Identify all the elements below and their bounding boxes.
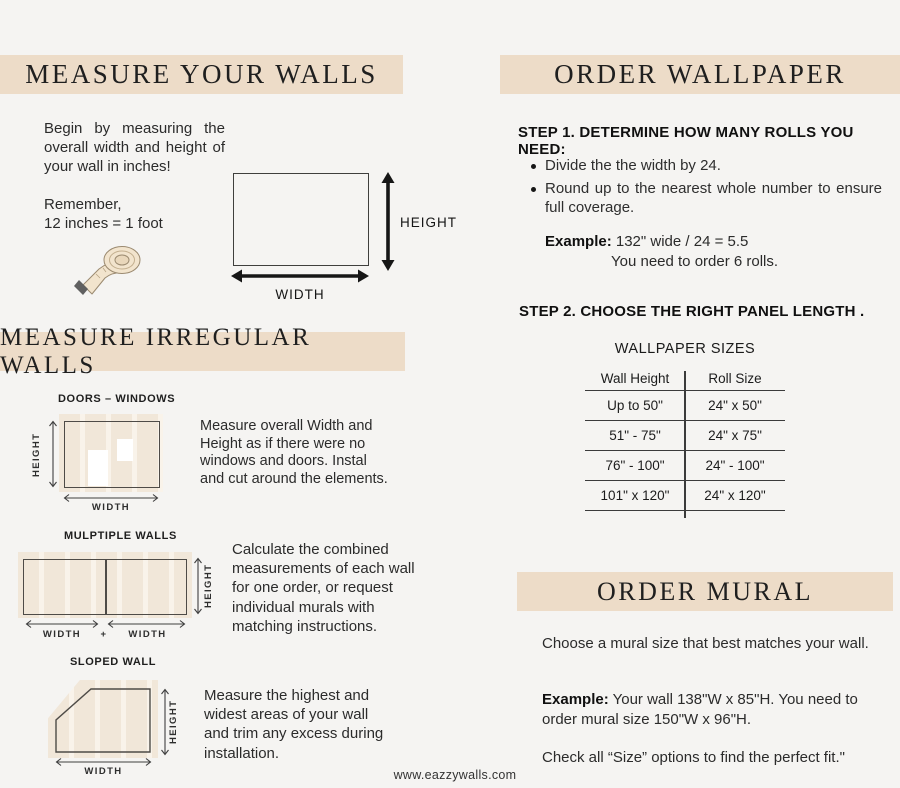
sloped-wall-outline [48, 680, 166, 760]
table-cell: 24" x 50" [708, 398, 762, 413]
wall-height-label: HEIGHT [400, 215, 458, 230]
sloped-wall-width-label: WIDTH [84, 766, 123, 777]
height-arrow-icon [380, 172, 396, 271]
doors-windows-text: Measure overall Width and Height as if there were no windows and doors. Instal and cut around the elements. [200, 418, 388, 488]
sloped-wall-text: Measure the highest and widest areas of your wall and trim any excess during installation. [204, 687, 384, 762]
height-arrow-icon [193, 557, 203, 615]
table-cell: 24" - 100" [705, 458, 765, 473]
width-arrow-icon [25, 619, 99, 629]
plus-sign: + [100, 629, 108, 640]
table-cell: 24" x 120" [704, 488, 766, 503]
example-line1: 132" wide / 24 = 5.5 [615, 233, 749, 250]
example-text: Your wall 138"W x 85"H. You need to order mural size 150"W x 96"H. [542, 691, 858, 728]
multiple-walls-width2-label: WIDTH [128, 629, 167, 640]
wall-diagram [233, 173, 369, 266]
doors-windows-wall-outline [64, 421, 160, 488]
multiple-walls-width1-label: WIDTH [42, 629, 82, 640]
example-line2: You need to order 6 rolls. [611, 252, 779, 270]
table-cell: Up to 50" [607, 398, 663, 413]
order-mural-p3: Check all “Size” options to find the perfect fit." [542, 749, 845, 766]
table-cell: 76" - 100" [605, 458, 665, 473]
wall-divider-line [105, 560, 107, 614]
doors-windows-height-label: HEIGHT [31, 432, 42, 478]
order-mural-p1: Choose a mural size that best matches your wall. [542, 635, 869, 652]
step1-heading: STEP 1. DETERMINE HOW MANY ROLLS YOU NEED: [518, 124, 854, 158]
example-label: Example: [542, 691, 609, 708]
remember-line2: 12 inches = 1 foot [44, 214, 163, 232]
height-arrow-icon [48, 420, 58, 488]
measure-walls-remember [44, 196, 163, 234]
doors-windows-width-label: WIDTH [91, 502, 131, 513]
table-column-divider [684, 371, 686, 518]
step2-heading: STEP 2. CHOOSE THE RIGHT PANEL LENGTH . [519, 303, 865, 320]
measure-walls-intro: Begin by measuring the overall width and height of your wall in inches! [44, 120, 225, 175]
sloped-wall-label: SLOPED WALL [70, 656, 157, 668]
wallpaper-sizes-title: WALLPAPER SIZES [614, 341, 756, 357]
width-arrow-icon [231, 268, 369, 284]
window-shape [117, 439, 133, 461]
width-arrow-icon [107, 619, 186, 629]
doors-windows-label: DOORS – WINDOWS [58, 393, 176, 405]
multiple-walls-outline [23, 559, 187, 615]
multiple-walls-text: Calculate the combined measurements of each wall for one order, or request individual murals with matching instructions. [232, 541, 415, 635]
table-cell: 101" x 120" [600, 488, 670, 503]
column-header: Roll Size [708, 371, 762, 386]
measuring-tape-icon [72, 238, 154, 296]
door-shape [88, 450, 108, 486]
bullet-item: Round up to the nearest whole number to ensure full coverage. [528, 180, 882, 218]
multiple-walls-label: MULPTIPLE WALLS [64, 530, 177, 542]
order-mural-example [542, 690, 885, 729]
example-label: Example: [545, 233, 612, 250]
wallpaper-sizes-table [585, 367, 785, 511]
step1-bullet-list [528, 157, 882, 221]
wall-width-label: WIDTH [275, 287, 325, 302]
section-title-order-mural: ORDER MURAL [517, 572, 893, 611]
table-cell: 51" - 75" [609, 428, 661, 443]
sloped-wall-height-label: HEIGHT [168, 699, 179, 745]
website-url: www.eazzywalls.com [393, 768, 517, 782]
remember-line1: Remember, [44, 196, 122, 213]
multiple-walls-height-label: HEIGHT [203, 563, 214, 609]
section-title-order-wallpaper: ORDER WALLPAPER [500, 55, 900, 94]
section-title-measure-walls: MEASURE YOUR WALLS [0, 55, 403, 94]
bullet-item: Divide the the width by 24. [528, 157, 882, 176]
step1-example [545, 232, 778, 271]
table-cell: 24" x 75" [708, 428, 762, 443]
section-title-measure-irregular-walls: MEASURE IRREGULAR WALLS [0, 332, 405, 371]
column-header: Wall Height [600, 371, 670, 386]
